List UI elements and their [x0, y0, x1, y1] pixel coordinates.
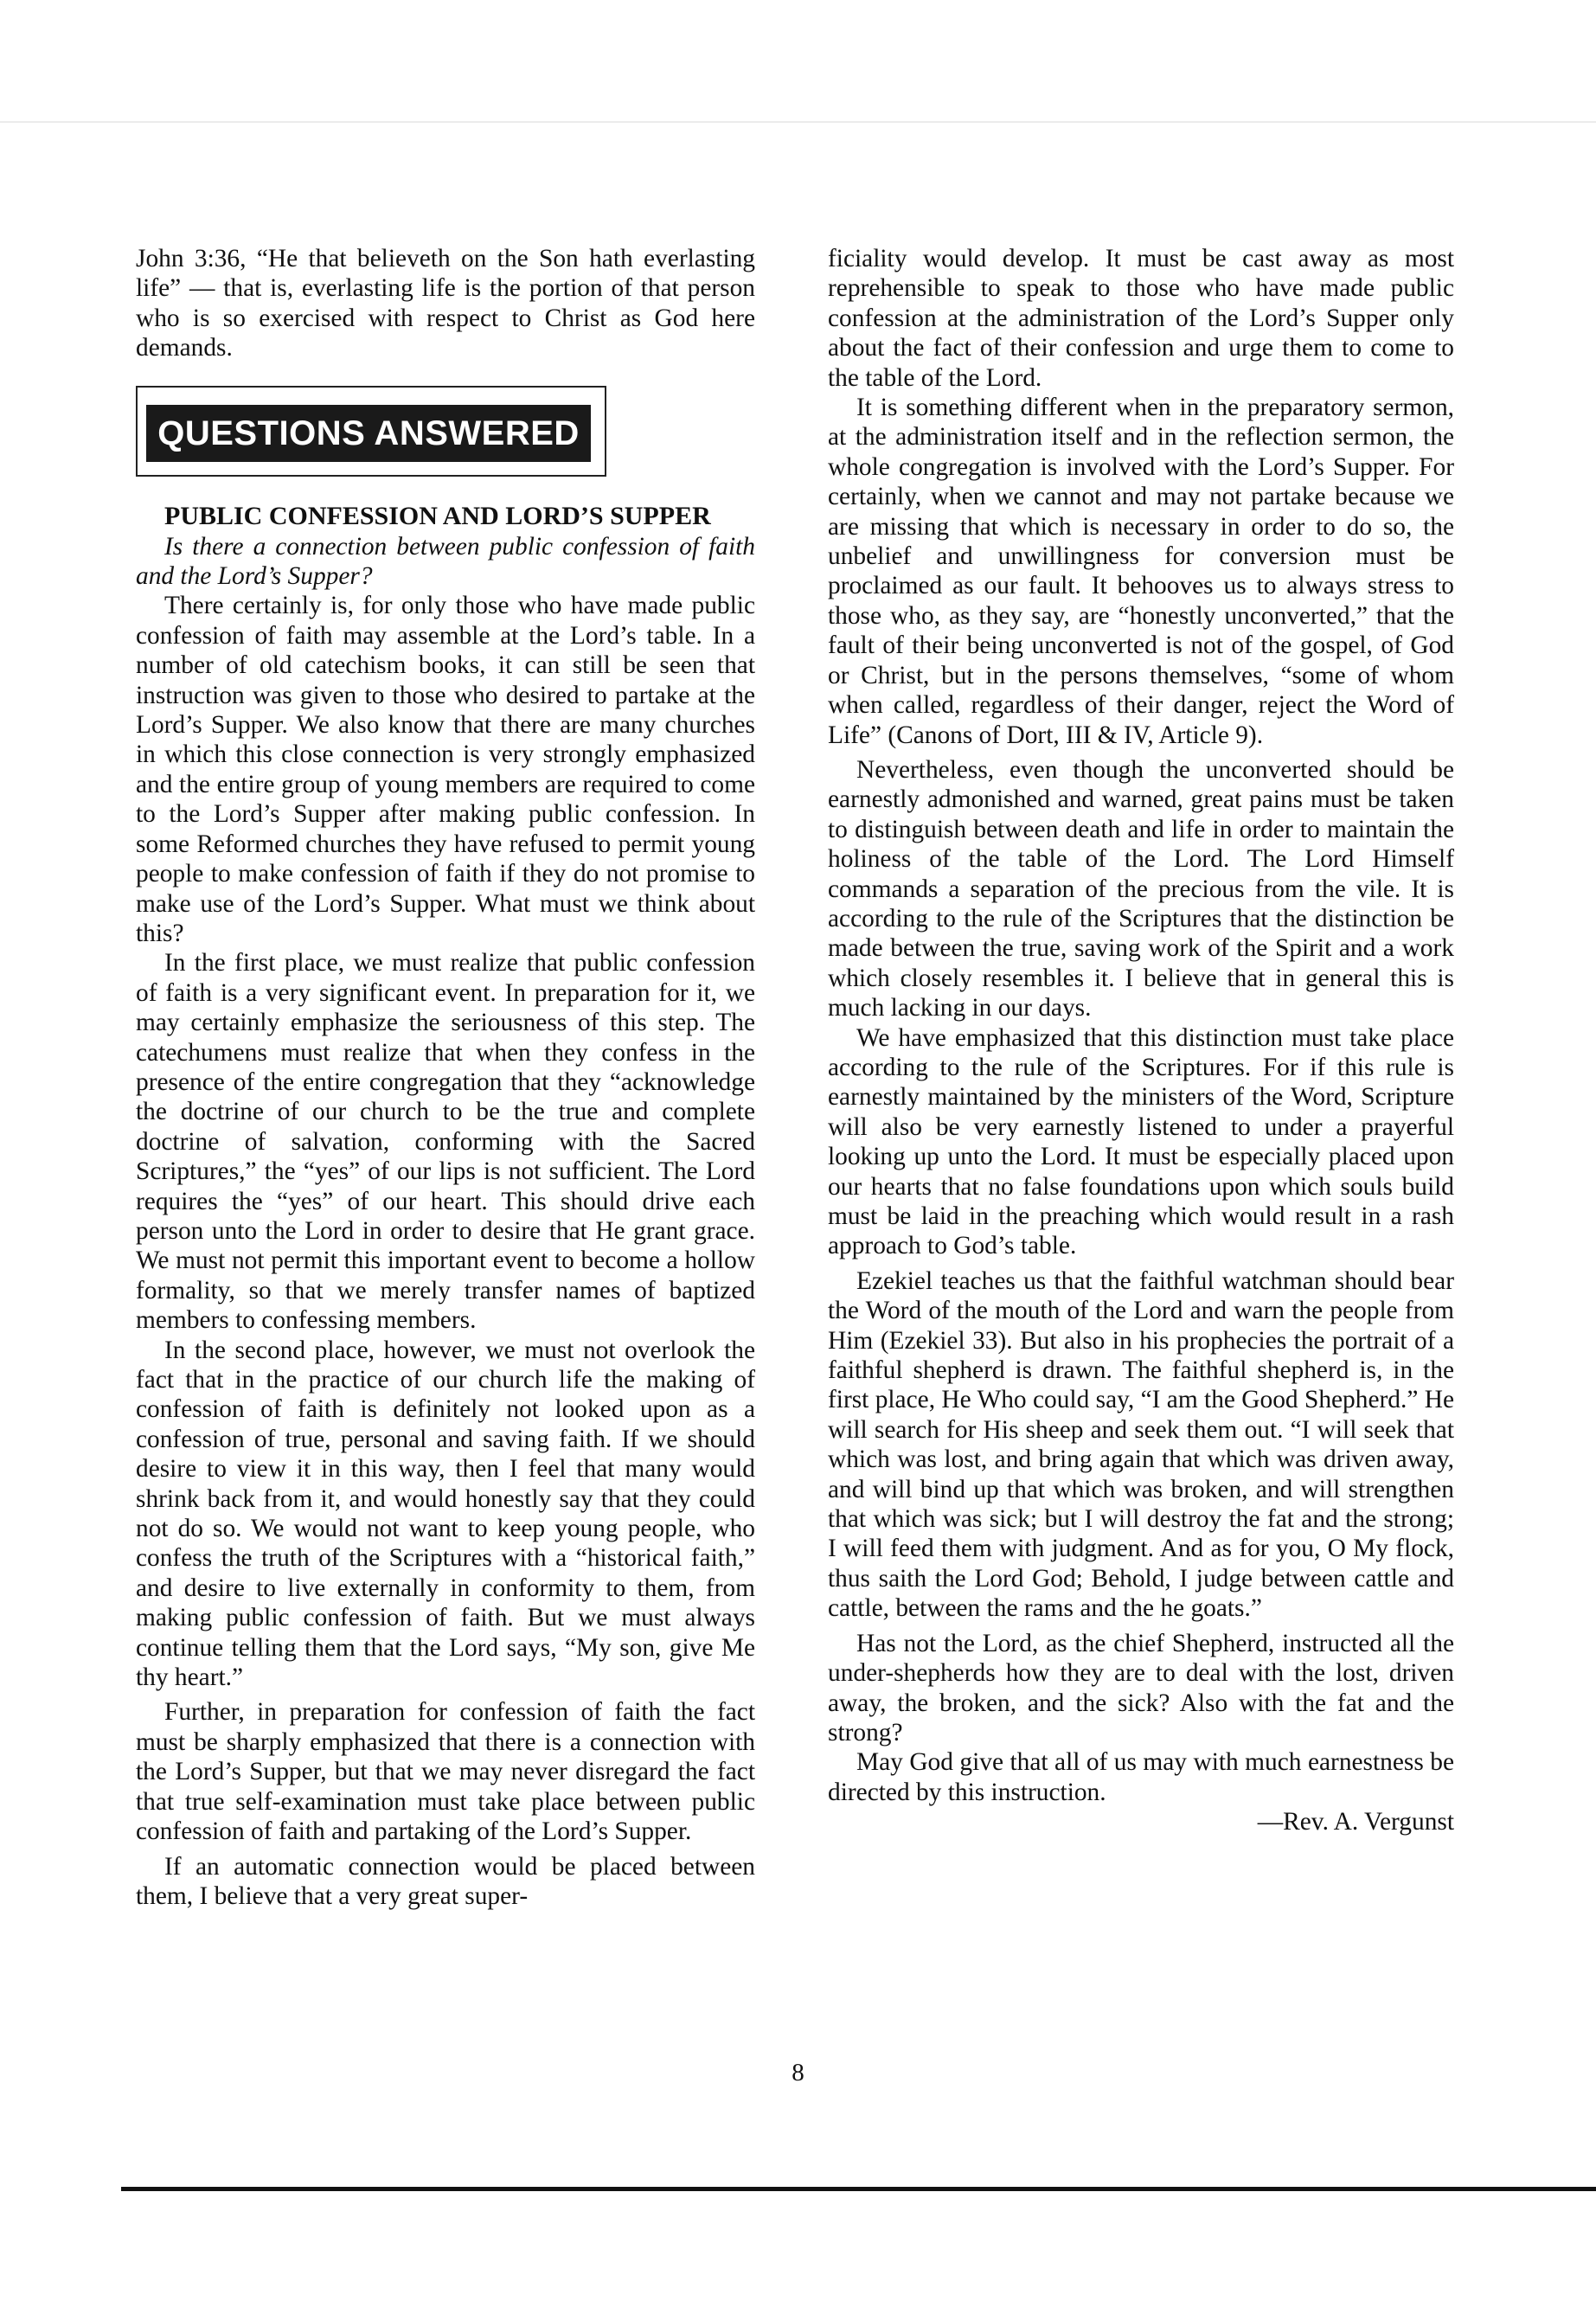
intro-paragraph: John 3:36, “He that believeth on the Son hath everlasting life” — that is, everlasting life is the portion of that person who is so exercised with respect to Christ as God here demands. [136, 245, 755, 362]
body-paragraph: Nevertheless, even though the unconverted should be earnestly admonished and warned, great pains must be taken to distinguish between death and life in order to maintain the holiness of the table of the Lord. The Lord Himself commands a separation of the precious from the vile. It is according to the rule of the Scriptures that the distinction be made between the true, saving work of the Spirit and a work which closely resembles it. I believe that in general this is much lacking in our days. [828, 755, 1454, 1022]
body-paragraph: ficiality would develop. It must be cast away as most reprehensible to speak to those who have made public confession at the administration of the Lord’s Supper only about the fact of their confession and urge them to come to the table of the Lord. [828, 245, 1454, 392]
body-paragraph: Ezekiel teaches us that the faithful watchman should bear the Word of the mouth of the Lord and warn the people from Him (Ezekiel 33). But also in his prophecies the portrait of a faithful shepherd is drawn. The faithful shepherd is, in the first place, He Who could say, “I am the Good Shepherd.” He will search for His sheep and seek them out. “I will seek that which was lost, and bring again that which was driven away, and will bind up that which was broken, and will strengthen that which was sick; but I will destroy the fat and the strong; I will feed them with judgment. And as for you, O My flock, thus saith the Lord God; Behold, I judge between cattle and cattle, between the rams and the he goats.” [828, 1266, 1454, 1623]
section-banner: QUESTIONS ANSWERED [146, 405, 591, 462]
body-paragraph: It is something different when in the preparatory sermon, at the administration itself and in the reflection sermon, the whole congregation is involved with the Lord’s Supper. For certainly, when we cannot and may not partake because we are missing that which is necessary in order to do so, the unbelief and unwillingness for conversion must be proclaimed as our fault. It behooves us to always stress to those who, as they say, are “honestly unconverted,” that the fault of their being unconverted is not of the gospel, of God or Christ, but in the persons themselves, “some of whom when called, regardless of their danger, reject the Word of Life” (Canons of Dort, III & IV, Article 9). [828, 394, 1454, 749]
body-paragraph: If an automatic connection would be placed between them, I believe that a very great super- [136, 1852, 755, 1910]
body-paragraph: May God give that all of us may with much earnestness be directed by this instruction. [828, 1748, 1454, 1806]
author-signature: —Rev. A. Vergunst [1257, 1808, 1454, 1836]
article-heading: PUBLIC CONFESSION AND LORD’S SUPPER [164, 501, 711, 530]
body-paragraph: In the second place, however, we must not overlook the fact that in the practice of our church life the making of confession of faith is definitely not looked upon as a confession of true, personal and saving faith. If we should desire to view it in this way, then I feel that many would shrink back from it, and would honestly say that they could not do so. We would not want to keep young people, who confess the truth of the Scriptures with a “historical faith,” and desire to live externally in conformity to them, from making public confession of faith. But we must always continue telling them that the Lord says, “My son, give Me thy heart.” [136, 1336, 755, 1692]
body-paragraph: Further, in preparation for confession of faith the fact must be sharply emphasized that there is a connection with the Lord’s Supper, but that we may never disregard the fact that true self-examination must take place between public confession of faith and partaking of the Lord’s Supper. [136, 1698, 755, 1846]
page-number: 8 [792, 2059, 804, 2086]
body-paragraph: Has not the Lord, as the chief Shepherd, instructed all the under-shepherds how they are to deal with the lost, driven away, the broken, and the sick? Also with the fat and the strong? [828, 1629, 1454, 1747]
body-paragraph: There certainly is, for only those who have made public confession of faith may assemble at the Lord’s table. In a number of old catechism books, it can still be seen that instruction was given to those who desired to partake at the Lord’s Supper. We also know that there are many churches in which this close connection is very strongly emphasized and the entire group of young members are required to come to the Lord’s Supper after making public confession. In some Reformed churches they have refused to permit young people to make confession of faith if they do not promise to make use of the Lord’s Supper. What must we think about this? [136, 592, 755, 947]
article-question: Is there a connection between public confession of faith and the Lord’s Supper? [136, 532, 755, 591]
right-column [828, 244, 1454, 1837]
top-scan-edge [0, 121, 1596, 123]
section-banner-frame [136, 386, 606, 477]
left-column [136, 244, 755, 1911]
body-paragraph: In the first place, we must realize that public confession of faith is a very significant event. In preparation for it, we may certainly emphasize the seriousness of this step. The catechumens must realize that when they confess in the presence of the entire congregation that they “acknowledge the doctrine of our church to be the true and complete doctrine of salvation, conforming with the Sacred Scriptures,” the “yes” of our lips is not sufficient. The Lord requires the “yes” of our heart. This should drive each person unto the Lord in order to desire that He grant grace. We must not permit this important event to become a hollow formality, so that we merely transfer names of baptized members to confessing members. [136, 949, 755, 1335]
bottom-scan-edge [121, 2187, 1596, 2191]
body-paragraph: We have emphasized that this distinction must take place according to the rule of the Scriptures. For if this rule is earnestly maintained by the ministers of the Word, Scripture will also be very earnestly listened to under a prayerful looking up unto the Lord. It must be especially placed upon our hearts that no false foundations upon which souls build must be laid in the preaching which would result in a rash approach to God’s table. [828, 1023, 1454, 1260]
